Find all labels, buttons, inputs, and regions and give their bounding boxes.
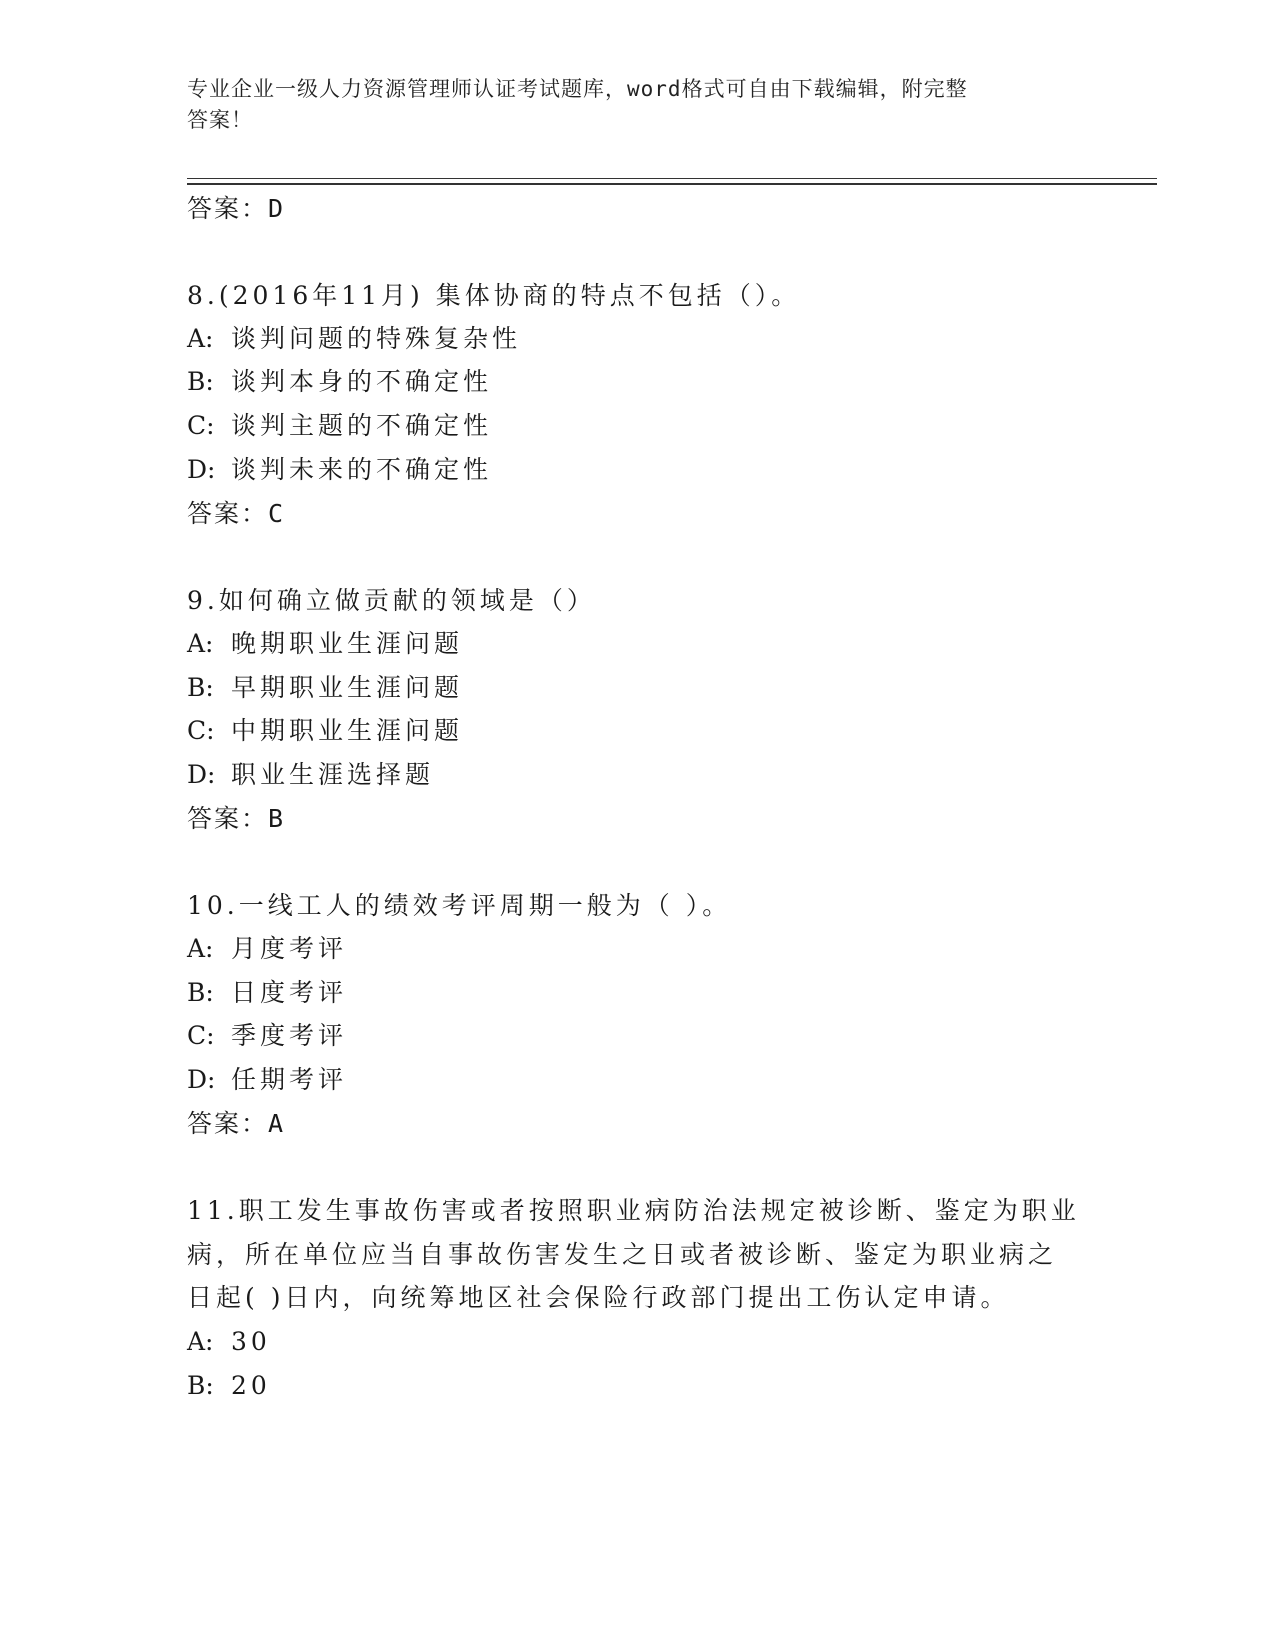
question-8-stem: 8.(2016年11月) 集体协商的特点不包括（）。: [187, 281, 801, 310]
question-8-option-c: [187, 411, 492, 441]
header-line-2: 答案！: [187, 108, 253, 132]
option-text: 任期考评: [231, 1065, 348, 1094]
question-10-answer: 答案：A: [187, 1109, 286, 1138]
question-9-option-c: [187, 716, 463, 746]
option-label: A:: [187, 934, 214, 963]
question-9-option-d: [187, 760, 434, 790]
question-8-answer: 答案：C: [187, 499, 286, 528]
option-text: 谈判本身的不确定性: [231, 367, 493, 396]
option-text: 20: [231, 1371, 271, 1400]
question-11-option-b: [187, 1371, 271, 1401]
option-label: B:: [187, 673, 214, 702]
question-11-stem-line-3: 日起( )日内，向统筹地区社会保险行政部门提出工伤认定申请。: [187, 1283, 1010, 1312]
option-label: B:: [187, 978, 214, 1007]
option-text: 季度考评: [231, 1021, 348, 1050]
question-8-option-a: [187, 324, 521, 354]
option-label: D:: [187, 760, 216, 789]
document-header: [187, 74, 1067, 136]
question-9-stem: 9.如何确立做贡献的领域是（）: [187, 586, 596, 615]
option-text: 中期职业生涯问题: [231, 716, 464, 745]
option-text: 月度考评: [231, 934, 348, 963]
question-11-stem-line-1: 11.职工发生事故伤害或者按照职业病防治法规定被诊断、鉴定为职业: [187, 1196, 1080, 1225]
option-text: 30: [231, 1327, 271, 1356]
option-text: 早期职业生涯问题: [231, 673, 464, 702]
question-9-option-a: [187, 629, 463, 659]
option-label: C:: [187, 1021, 215, 1050]
option-label: A:: [187, 1327, 214, 1356]
option-label: C:: [187, 716, 215, 745]
option-label: B:: [187, 367, 214, 396]
question-10-stem: 10.一线工人的绩效考评周期一般为（ ）。: [187, 891, 732, 920]
question-9-answer: 答案：B: [187, 804, 286, 833]
option-text: 晚期职业生涯问题: [231, 629, 464, 658]
header-divider-thick: [187, 183, 1157, 185]
option-label: A:: [187, 629, 214, 658]
question-8-option-d: [187, 455, 492, 485]
option-text: 谈判问题的特殊复杂性: [231, 324, 522, 353]
option-label: D:: [187, 455, 216, 484]
option-text: 职业生涯选择题: [231, 760, 435, 789]
header-divider-thin: [187, 178, 1157, 179]
option-label: C:: [187, 411, 215, 440]
previous-answer: 答案：D: [187, 194, 286, 223]
question-10-option-a: [187, 934, 347, 964]
question-10-option-b: [187, 978, 347, 1008]
option-text: 谈判未来的不确定性: [231, 455, 493, 484]
question-9-option-b: [187, 673, 463, 703]
question-10-option-d: [187, 1065, 347, 1095]
question-11-option-a: [187, 1327, 271, 1357]
option-label: B:: [187, 1371, 214, 1400]
header-line-1: 专业企业一级人力资源管理师认证考试题库，word格式可自由下载编辑，附完整: [187, 77, 968, 101]
question-8-option-b: [187, 367, 492, 397]
option-label: A:: [187, 324, 214, 353]
question-10-option-c: [187, 1021, 347, 1051]
option-label: D:: [187, 1065, 216, 1094]
option-text: 日度考评: [231, 978, 348, 1007]
question-11-stem-line-2: 病，所在单位应当自事故伤害发生之日或者被诊断、鉴定为职业病之: [187, 1240, 1058, 1269]
option-text: 谈判主题的不确定性: [231, 411, 493, 440]
